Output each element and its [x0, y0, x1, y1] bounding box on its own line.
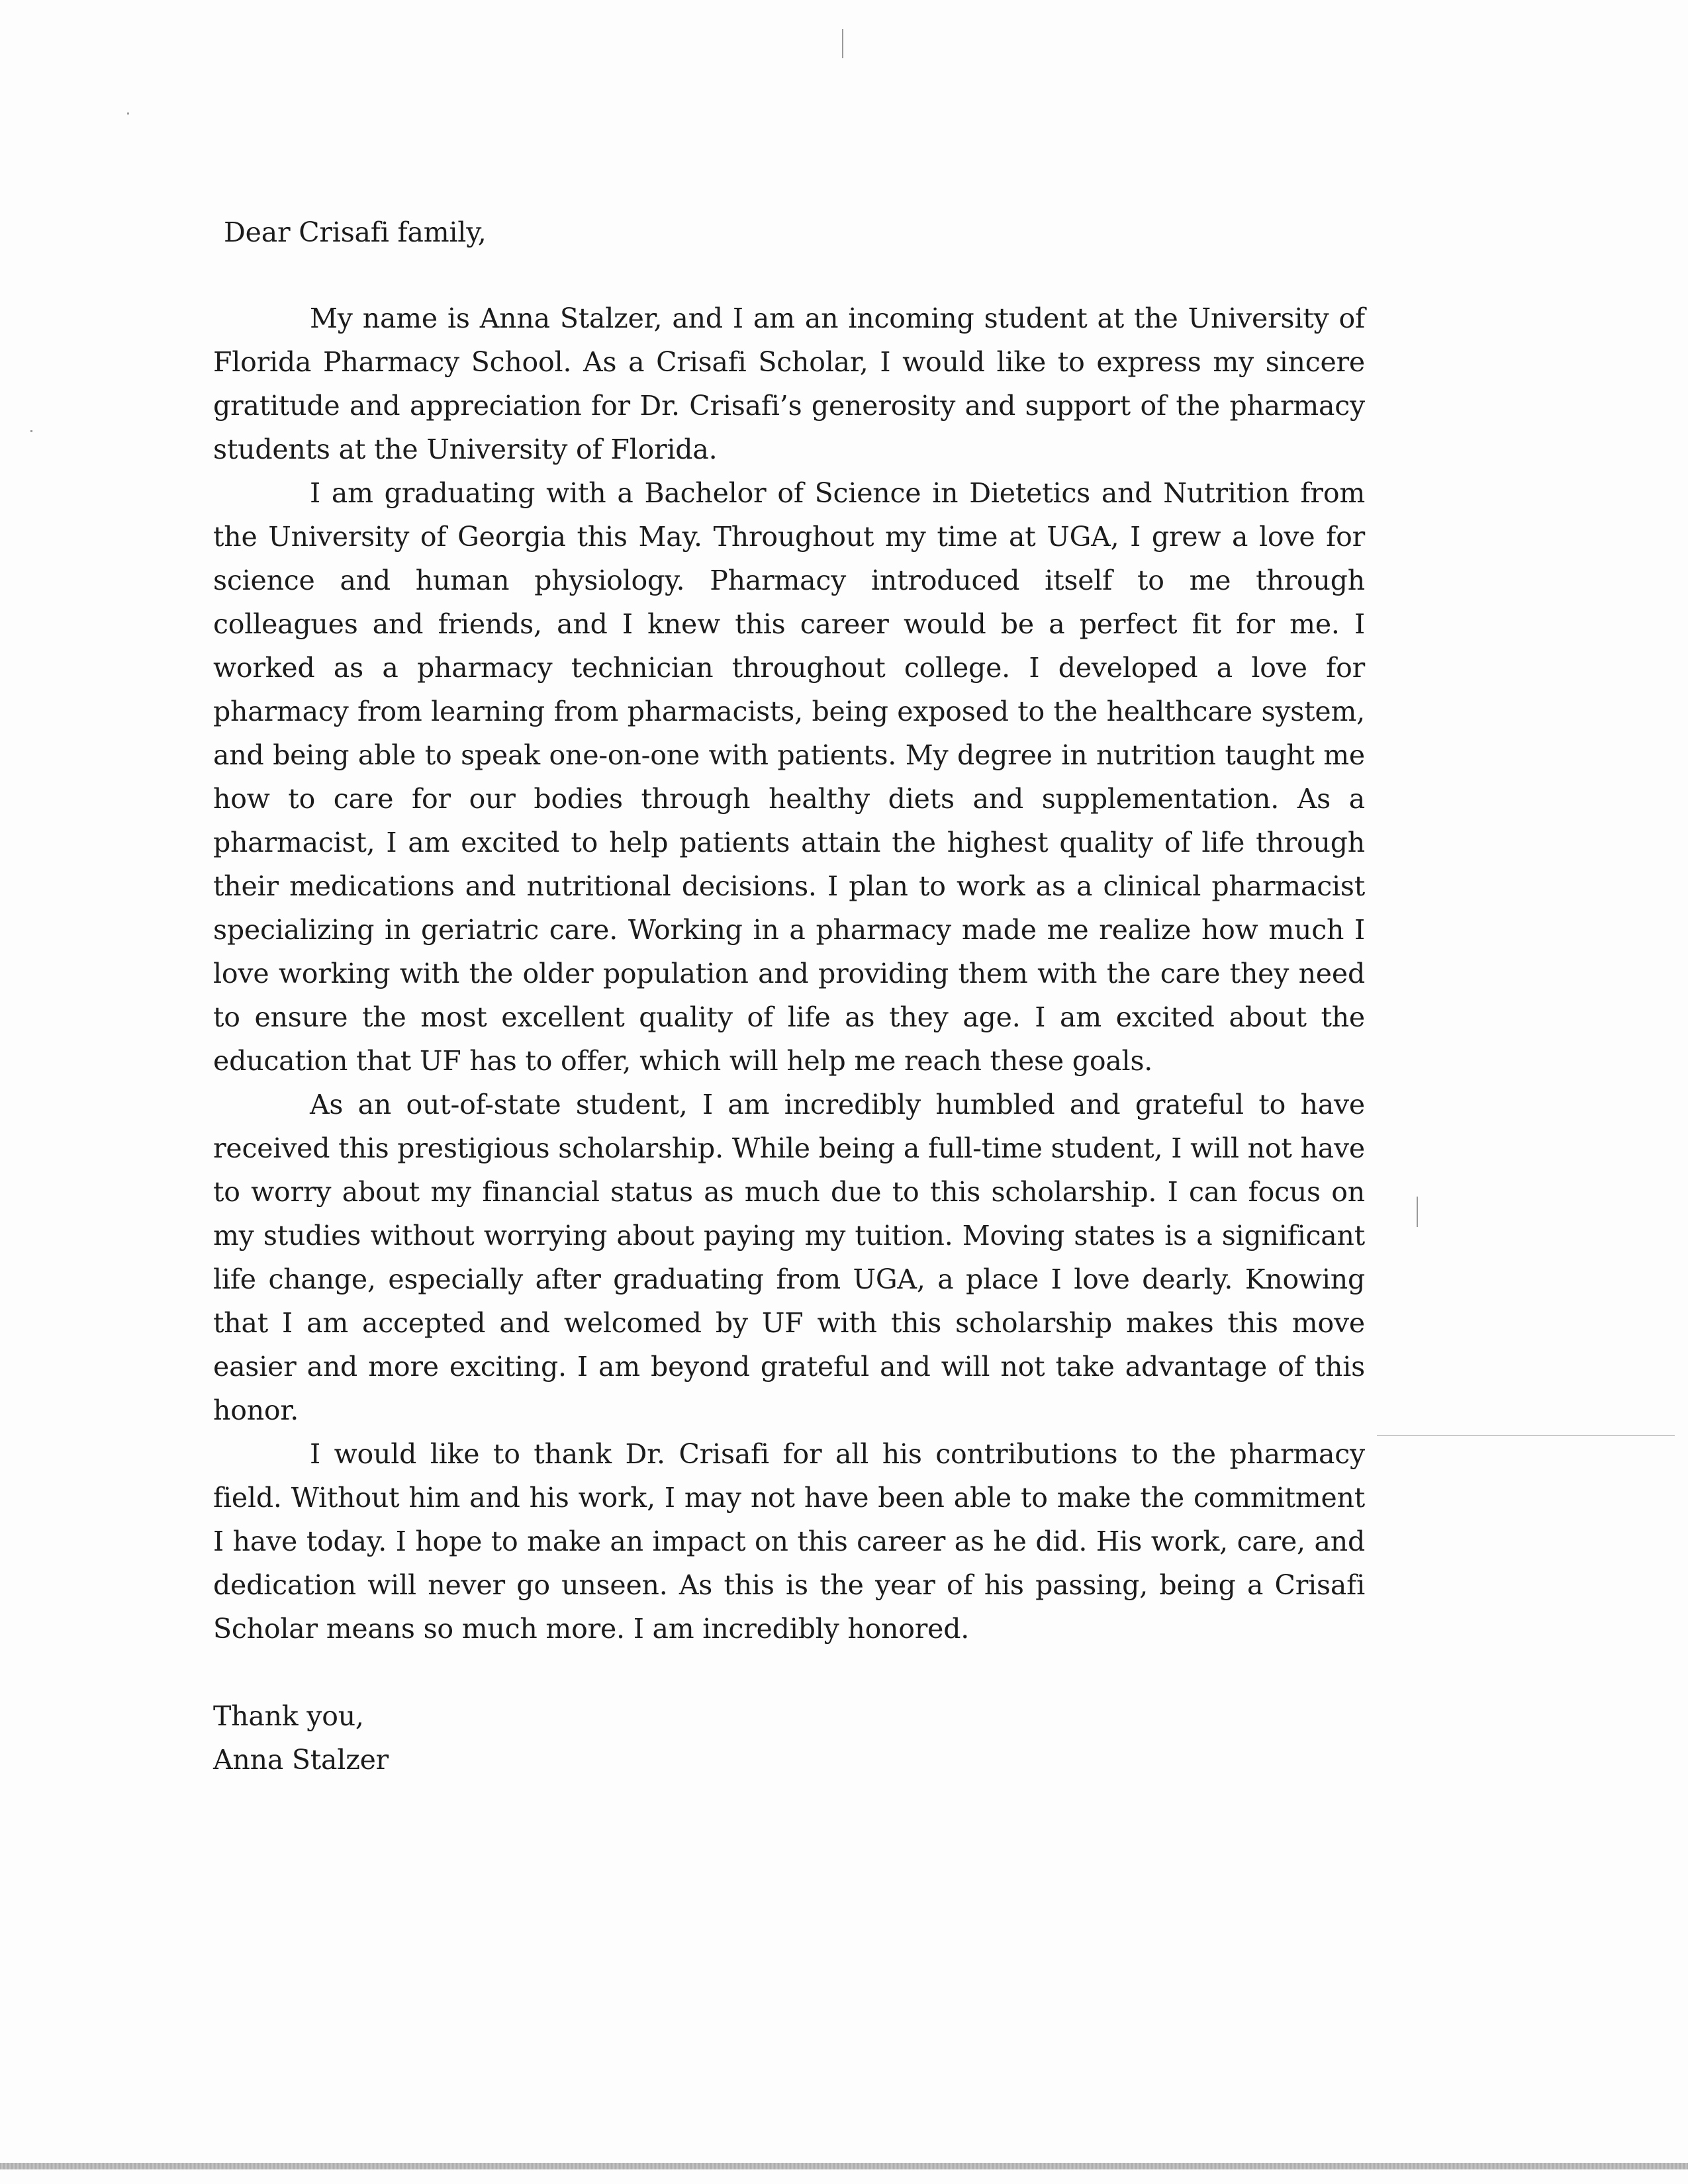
scan-artifact-dot — [30, 430, 32, 432]
letter-paragraph-tribute: I would like to thank Dr. Crisafi for all his contributions to the pharmacy field. Without him and his work, I may not have been able to make the commitment I have today. I hope to make an impact on this career as he did. His work, care, and dedication will never go unseen. As this is the year of his passing, being a Crisafi Scholar means so much more. I am incredibly honored. — [213, 1438, 1365, 1645]
closing: Thank you, — [213, 1700, 364, 1732]
salutation: Dear Crisafi family, — [224, 216, 487, 248]
letter-paragraph-background: I am graduating with a Bachelor of Science in Dietetics and Nutrition from the University of Georgia this May. Throughout my time at UGA, I grew a love for science and human physiology. Pharmacy introduced itself to me through colleagues and friends, and I knew this career would be a perfect fit for me. I worked as a pharmacy technician throughout college. I developed a love for pharmacy from learning from pharmacists, being exposed to the healthcare system, and being able to speak one-on-one with patients. My degree in nutrition taught me how to care for our bodies through healthy diets and supplementation. As a pharmacist, I am excited to help patients attain the highest quality of life through their medications and nutritional decisions. I plan to work as a clinical pharmacist specializing in geriatric care. Working in a pharmacy made me realize how much I love working with the older population and providing them with the care they need to ensure the most excellent quality of life as they age. I am excited about the education that UF has to offer, which will help me reach these goals. — [213, 477, 1365, 1077]
scan-artifact-mark — [1417, 1197, 1418, 1227]
signature: Anna Stalzer — [213, 1744, 389, 1776]
letter-body — [213, 210, 1365, 1782]
letter-paragraph-intro: My name is Anna Stalzer, and I am an incoming student at the University of Florida Pharmacy School. As a Crisafi Scholar, I would like to express my sincere gratitude and appreciation for Dr. Crisafi’s generosity and support of the pharmacy students at the University of Florida. — [213, 302, 1365, 465]
scan-artifact-mark — [842, 29, 843, 58]
scan-artifact-dot — [127, 113, 129, 114]
scan-edge-strip — [0, 2163, 1688, 2169]
closing-block — [213, 1694, 1365, 1782]
letter-paragraph-gratitude: As an out-of-state student, I am incredibly humbled and grateful to have received this prestigious scholarship. While being a full-time student, I will not have to worry about my financial status as much due to this scholarship. I can focus on my studies without worrying about paying my tuition. Moving states is a significant life change, especially after graduating from UGA, a place I love dearly. Knowing that I am accepted and welcomed by UF with this scholarship makes this move easier and more exciting. I am beyond grateful and will not take advantage of this honor. — [213, 1089, 1365, 1426]
scan-artifact-line — [1377, 1435, 1675, 1436]
